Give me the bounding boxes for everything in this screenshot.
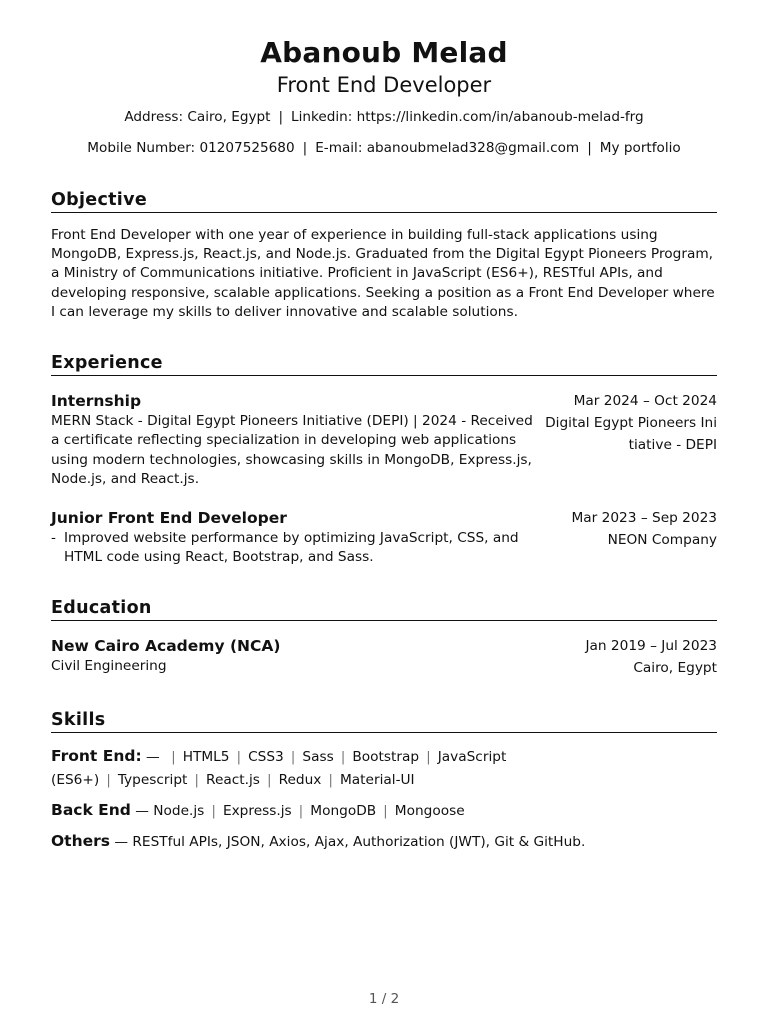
experience-title: Junior Front End Developer [51,508,287,527]
candidate-name: Abanoub Melad [260,36,508,69]
experience-dates: Mar 2024 – Oct 2024 [573,393,717,410]
skill-separator: | [298,803,304,820]
separator: | [302,140,308,156]
linkedin-link[interactable]: Linkedin: https://linkedin.com/in/abanoub-melad-frg [291,109,644,125]
experience-dates: Mar 2023 – Sep 2023 [571,509,717,526]
contact-line-1 [51,107,717,127]
experience-heading: Experience [51,351,717,376]
skill-separator: | [340,749,346,766]
objective-heading: Objective [51,188,717,213]
skill-separator: | [194,772,200,789]
experience-description: MERN Stack - Digital Egypt Pioneers Initiative (DEPI) | 2024 - Received a certificate reflecting specialization in developing web applications using modern technologies, showcasing skills in MongoDB, Express.js, Node.js, and React.js. [51,413,533,488]
page-indicator: 1 / 2 [368,991,400,1007]
skill-item: HTML5 [182,749,230,766]
address-text: Address: Cairo, Egypt [124,109,271,125]
objective-text: Front End Developer with one year of experience in building full-stack applications using MongoDB, Express.js, React.js, and Node.js. Graduated from the Digital Egypt Pioneers Program, a Ministry of Communications initiative. Proficient in JavaScript (ES6+), RESTful APIs, and developing responsive, scalable applications. Seeking a position as a Front End Developer where I can leverage my skills to deliver innovative and scalable solutions. [51,227,715,320]
skill-separator: | [383,803,388,820]
separator: | [278,109,284,125]
experience-entry [51,390,717,490]
experience-entry-meta [537,507,717,551]
skill-separator: | [106,772,111,789]
bullet-marker: - [51,529,56,546]
skill-dash: — [146,749,160,766]
skill-separator: | [236,749,242,766]
skill-category-label: Others [51,832,111,851]
experience-org: tiative - DEPI [628,437,717,454]
skill-item: Express.js [222,803,292,820]
skill-item: Redux [278,772,322,789]
degree-name: Civil Engineering [51,658,167,675]
candidate-role: Front End Developer [276,73,492,97]
education-heading: Education [51,596,717,621]
email-link[interactable]: E-mail: abanoubmelad328@gmail.com [315,140,580,156]
experience-entry-main [51,390,535,490]
skills-frontend [51,745,717,792]
skill-category-label: Back End [51,801,131,820]
experience-entry-meta [537,390,717,456]
skill-item: JavaScript (ES6+) [51,749,507,789]
experience-entry [51,507,717,568]
portfolio-link[interactable]: My portfolio [599,140,681,156]
skill-item: Sass [302,749,334,766]
skills-heading: Skills [51,708,717,733]
bullet-text: Improved website performance by optimizing JavaScript, CSS, and HTML code using React, Bootstrap, and Sass. [64,529,519,566]
education-dates: Jan 2019 – Jul 2023 [585,638,717,655]
contact-line-2 [51,138,717,158]
skill-item: Typescript [117,772,188,789]
education-entry [51,635,717,679]
skill-separator: | [426,749,431,766]
separator: | [587,140,592,156]
skill-item: MongoDB [310,803,377,820]
skill-item: CSS3 [248,749,284,766]
mobile-text: Mobile Number: 01207525680 [87,140,295,156]
skill-separator: | [266,772,272,789]
skill-list [153,803,464,819]
skill-category-label: Front End: [51,747,142,766]
skills-backend [51,799,717,823]
education-entry-meta [537,635,717,679]
skill-others-text: — RESTful APIs, JSON, Axios, Ajax, Authorization (JWT), Git & GitHub. [114,834,586,851]
skill-separator: | [211,803,216,820]
skills-others [51,830,717,854]
skill-item: Material-UI [339,772,415,789]
skill-dash: — [135,803,149,820]
skill-item: Node.js [153,803,205,820]
skill-separator: | [290,749,296,766]
skill-item: Mongoose [394,803,465,820]
experience-title: Internship [51,392,142,411]
skill-separator: | [171,749,176,766]
skill-item: React.js [206,772,260,789]
experience-entry-main [51,507,535,568]
resume-header [51,0,717,158]
education-location: Cairo, Egypt [633,660,717,677]
experience-org: NEON Company [607,531,717,548]
experience-org: Digital Egypt Pioneers Ini [545,415,717,432]
school-name: New Cairo Academy (NCA) [51,637,281,656]
experience-bullet [51,529,535,568]
resume-page [51,0,717,1024]
skill-separator: | [328,772,333,789]
education-entry-main [51,635,535,676]
skill-item: Bootstrap [352,749,420,766]
